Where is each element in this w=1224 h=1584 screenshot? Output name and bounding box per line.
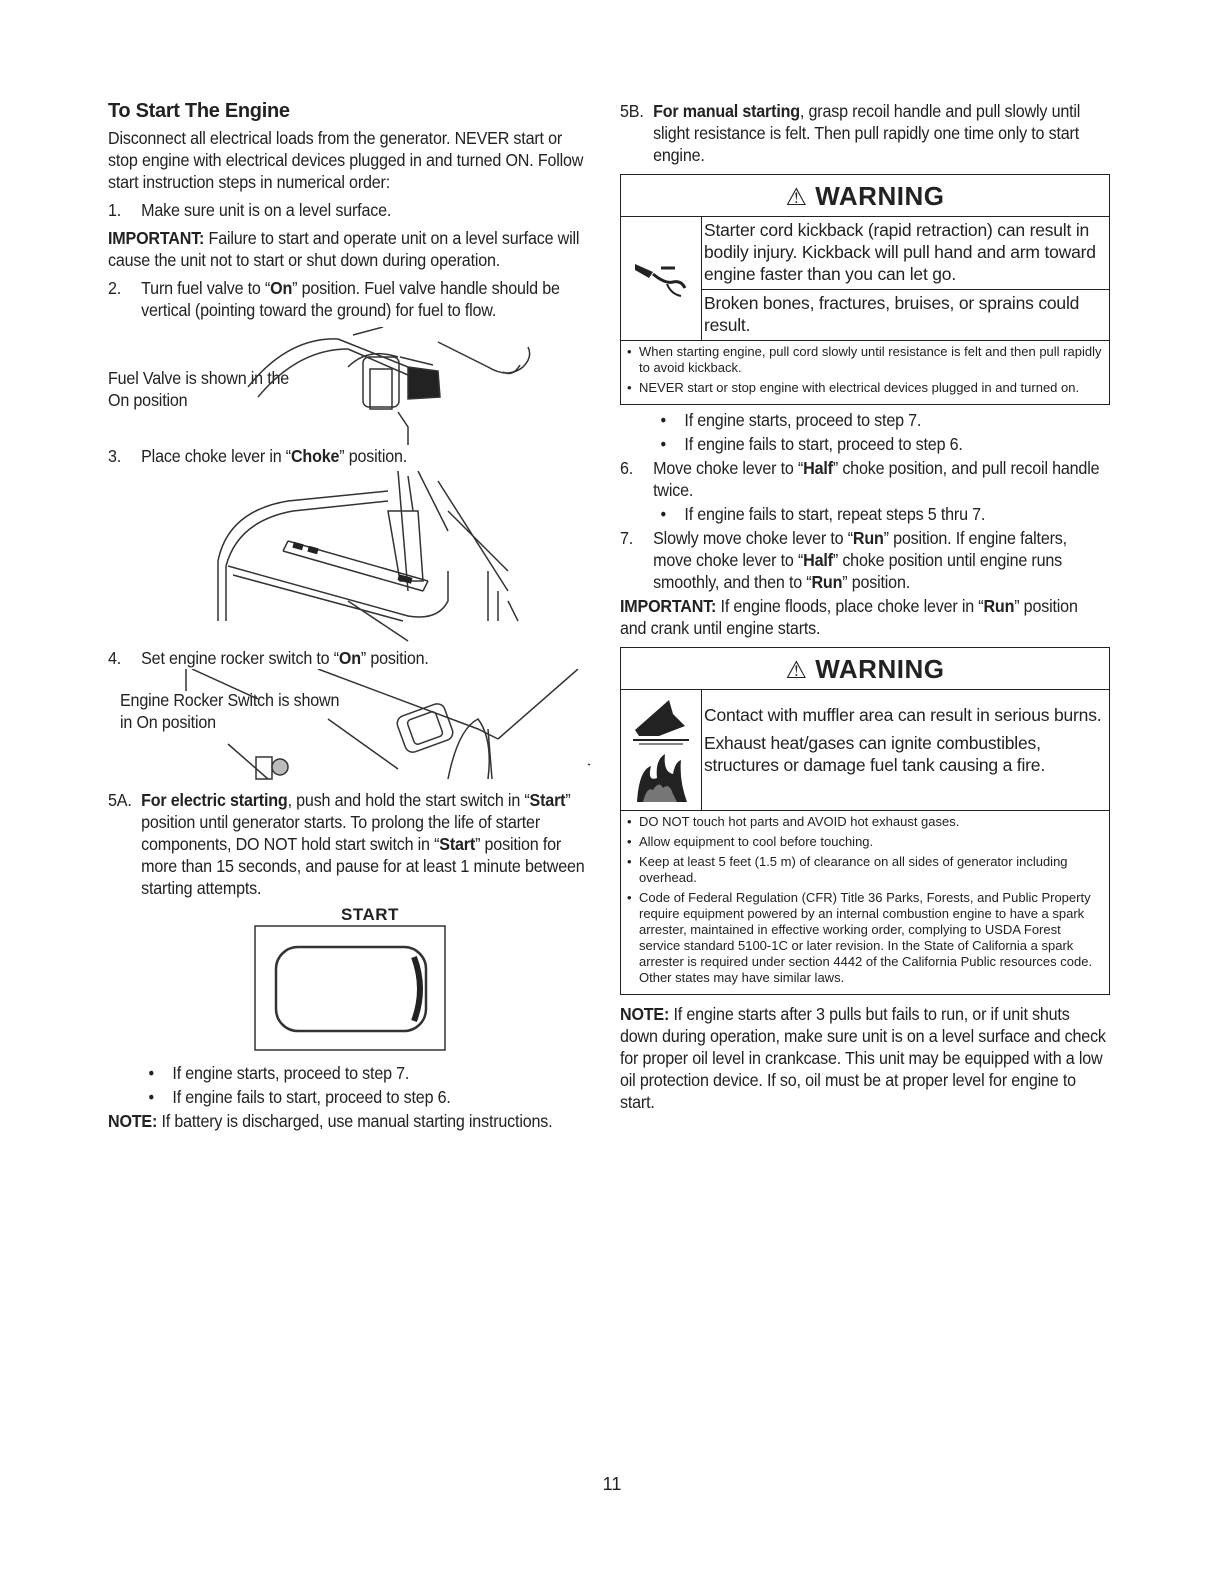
warning-bullet: • When starting engine, pull cord slowly until resistance is felt and then pull rapidly to avoid kickback.: [627, 344, 1105, 376]
step-keyword: Start: [529, 790, 566, 810]
step-text: Slowly move choke lever to “: [653, 528, 853, 548]
right-bullet-1: [620, 409, 1107, 431]
rocker-switch-figure: [108, 669, 594, 789]
choke-lever-figure: [108, 471, 594, 647]
step-6: [620, 457, 1107, 501]
step-keyword: Start: [439, 834, 476, 854]
kickback-hazard-icon: [621, 217, 702, 340]
warning-bullet: • Allow equipment to cool before touching.: [627, 834, 1105, 850]
right-column: [620, 100, 1110, 1113]
step-text: ” choke position until engine runs smoothly, and then to “: [653, 550, 1062, 592]
step-number: 2.: [108, 278, 122, 298]
warning-box-kickback: [620, 174, 1110, 405]
page-number: 11: [602, 1474, 622, 1494]
left-bullet-2: [108, 1086, 591, 1108]
note-text: If engine starts after 3 pulls but fails to run, or if unit shuts down during operation, make sure unit is on a level surface and check for proper oil level in crankcase. This unit may be equipped with a low oil protection device. If so, oil must be at proper level for engine to start.: [620, 1004, 1106, 1112]
step-number: 5A.: [108, 790, 132, 810]
step-text: ” position.: [360, 648, 429, 668]
warning-triangle-icon: ⚠: [785, 657, 808, 684]
fuel-valve-figure: [108, 327, 594, 445]
step-text: Set engine rocker switch to “: [141, 648, 339, 668]
note-label: NOTE:: [620, 1004, 670, 1024]
step-keyword: On: [338, 648, 361, 668]
bullet-text: If engine fails to start, proceed to step 6.: [684, 434, 963, 454]
step-keyword: Half: [803, 458, 833, 478]
step-text: ” position. Fuel valve handle should be vertical (pointing toward the ground) for fuel to flow.: [141, 278, 560, 320]
important-keyword: Run: [983, 596, 1015, 616]
start-label: START: [341, 905, 399, 924]
step-lead: For electric starting: [141, 790, 288, 810]
right-bullet-3: [620, 503, 1107, 525]
important-text: ” position and crank until engine starts.: [620, 596, 1078, 638]
step-keyword: Run: [811, 572, 843, 592]
step-5b: [620, 100, 1107, 166]
warning-bullet: • Keep at least 5 feet (1.5 m) of clearance on all sides of generator including overhead.: [627, 854, 1105, 886]
step-7: [620, 527, 1107, 593]
fuel-valve-illustration: [108, 327, 594, 445]
section-heading: To Start The Engine: [108, 100, 290, 122]
left-note: [108, 1110, 591, 1132]
step-keyword: Choke: [290, 446, 340, 466]
step-2: [108, 277, 591, 321]
bullet-dot: •: [148, 1063, 154, 1083]
right-note: [620, 1003, 1107, 1113]
important-text: If engine floods, place choke lever in “: [720, 596, 984, 616]
left-bullet-1: [108, 1062, 591, 1084]
bullet-text: If engine fails to start, repeat steps 5 thru 7.: [684, 504, 986, 524]
warning-bullet: • Code of Federal Regulation (CFR) Title 36 Parks, Forests, and Public Property require equipment powered by an internal combustion engine to have a spark arrester, maintained in effective working order, complying to USDA Forest service standard 5100-1C or later revision. In the State of California a spark arrester is required under section 4442 of the California Public resources code. Other states may have similar laws.: [627, 890, 1105, 986]
step-number: 4.: [108, 648, 122, 668]
bullet-dot: •: [660, 504, 666, 524]
fuel-valve-caption: Fuel Valve is shown in the On position: [108, 368, 290, 410]
step-text: ” position until generator starts. To prolong the life of starter components, DO NOT hold start switch in “: [141, 790, 571, 854]
important-label: IMPORTANT:: [108, 228, 205, 248]
important-label: IMPORTANT:: [620, 596, 717, 616]
step-number: 7.: [620, 528, 634, 548]
important-text: Failure to start and operate unit on a level surface will cause the unit not to start or shut down during operation.: [108, 228, 580, 270]
bullet-text: If engine starts, proceed to step 7.: [172, 1063, 410, 1083]
step-1: [108, 199, 591, 221]
warning-text: Exhaust heat/gases can ignite combustibles, structures or damage fuel tank causing a fire.: [704, 733, 1045, 775]
warning-text: Broken bones, fractures, bruises, or sprains could result.: [702, 289, 1109, 340]
step-lead: For manual starting: [653, 101, 800, 121]
step-text: ” position for more than 15 seconds, and pause for at least 1 minute between starting attempts.: [141, 834, 585, 898]
warning-bullet: • DO NOT touch hot parts and AVOID hot exhaust gases.: [627, 814, 1105, 830]
step-3: [108, 445, 591, 467]
step-keyword: On: [270, 278, 293, 298]
warning-triangle-icon: ⚠: [785, 184, 808, 211]
choke-lever-illustration: [108, 471, 594, 647]
important-note-1: [108, 227, 591, 271]
step-5a: [108, 789, 591, 899]
bullet-text: If engine fails to start, proceed to step 6.: [172, 1087, 451, 1107]
step-number: 1.: [108, 200, 122, 220]
warning-title: [621, 648, 1109, 690]
note-text: If battery is discharged, use manual starting instructions.: [161, 1111, 553, 1131]
warning-title-text: WARNING: [815, 181, 945, 211]
step-text: ” position.: [842, 572, 911, 592]
hot-surface-and-fire-icon: [621, 690, 702, 810]
step-text: , push and hold the start switch in “: [287, 790, 530, 810]
right-bullet-2: [620, 433, 1107, 455]
step-4: [108, 647, 591, 669]
start-switch-illustration: [254, 925, 446, 1051]
rocker-switch-caption: Engine Rocker Switch is shown in On position: [120, 690, 340, 732]
step-number: 5B.: [620, 101, 644, 121]
step-keyword: Half: [803, 550, 833, 570]
step-text: ” position. If engine falters, move choke lever to “: [653, 528, 1067, 570]
bullet-text: If engine starts, proceed to step 7.: [684, 410, 922, 430]
step-text: Place choke lever in “: [141, 446, 291, 466]
warning-bullet: • NEVER start or stop engine with electrical devices plugged in and turned on.: [627, 380, 1105, 396]
warning-text: Contact with muffler area can result in serious burns.: [704, 705, 1102, 725]
bullet-dot: •: [660, 434, 666, 454]
step-text: ” choke position, and pull recoil handle twice.: [653, 458, 1100, 500]
step-number: 3.: [108, 446, 122, 466]
warning-box-burns: [620, 647, 1110, 995]
warning-title: [621, 175, 1109, 217]
warning-title-text: WARNING: [815, 654, 945, 684]
step-text: Move choke lever to “: [653, 458, 804, 478]
note-label: NOTE:: [108, 1111, 158, 1131]
start-switch-figure: [254, 905, 446, 1056]
important-note-2: [620, 595, 1107, 639]
step-text: Turn fuel valve to “: [141, 278, 271, 298]
intro-paragraph: Disconnect all electrical loads from the generator. NEVER start or stop engine with electrical devices plugged in and turned ON. Follow start instruction steps in numerical order:: [108, 128, 584, 192]
bullet-dot: •: [660, 410, 666, 430]
step-number: 6.: [620, 458, 634, 478]
left-column: [108, 100, 594, 1132]
warning-text: Starter cord kickback (rapid retraction) can result in bodily injury. Kickback will pull hand and arm toward engine faster than you can let go.: [704, 220, 1096, 284]
step-keyword: Run: [852, 528, 884, 548]
step-text: Make sure unit is on a level surface.: [141, 200, 392, 220]
step-text: ” position.: [339, 446, 408, 466]
bullet-dot: •: [148, 1087, 154, 1107]
step-text: , grasp recoil handle and pull slowly until slight resistance is felt. Then pull rapidly one time only to start engine.: [653, 101, 1081, 165]
rocker-switch-illustration: [108, 669, 594, 789]
